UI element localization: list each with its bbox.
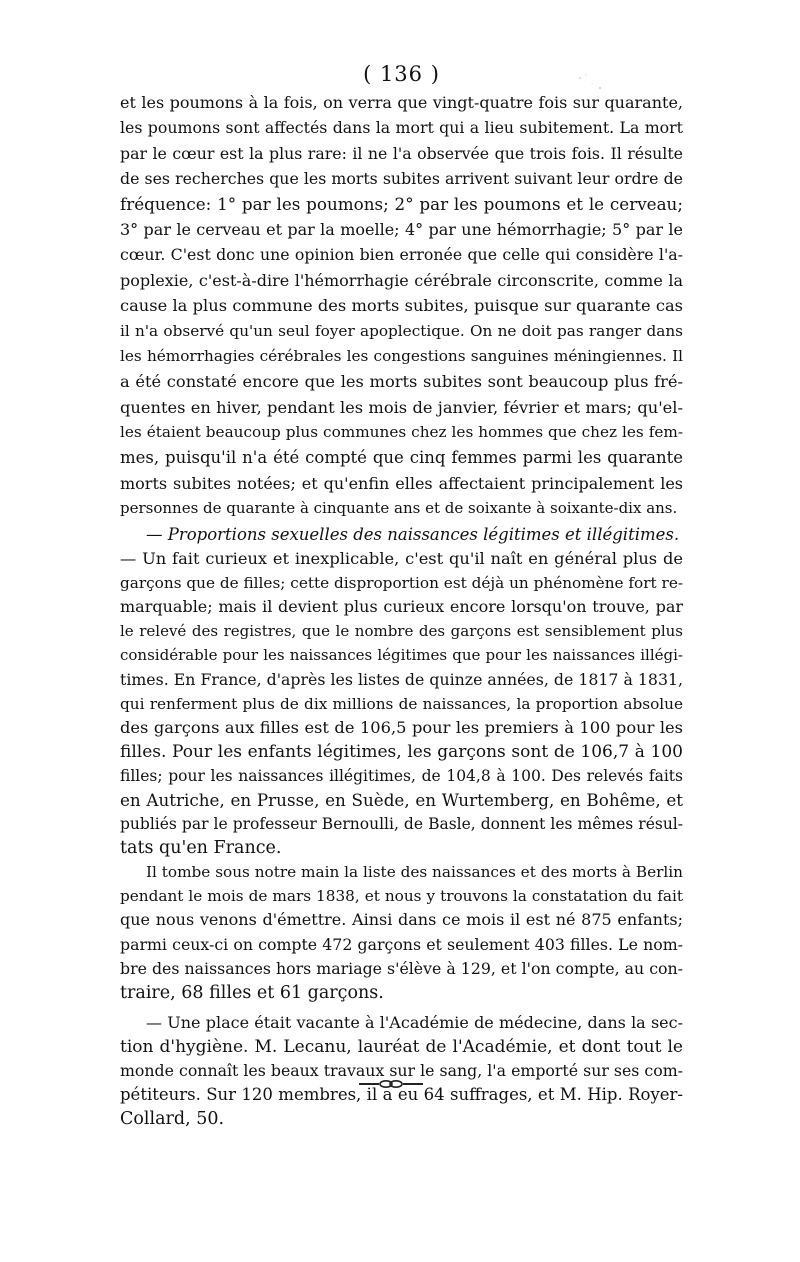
text-line: des garçons aux filles est de 106,5 pour les premiers à 100 pour les xyxy=(120,717,683,737)
paragraph-sex-ratio xyxy=(120,547,683,860)
paragraph-academy-election xyxy=(120,1011,683,1131)
text-line: publiés par le professeur Bernoulli, de Basle, donnent les mêmes résul- xyxy=(120,815,683,834)
text-line: considérable pour les naissances légitimes que pour les naissances illégi- xyxy=(120,646,683,665)
text-line: tion d'hygiène. M. Lecanu, lauréat de l'Académie, et dont tout le xyxy=(120,1036,683,1057)
text-line: filles. Pour les enfants légitimes, les garçons sont de 106,7 à 100 xyxy=(120,741,683,762)
paragraph-sudden-deaths xyxy=(120,90,683,522)
text-line: les étaient beaucoup plus communes chez les hommes que chez les fem- xyxy=(120,423,683,442)
text-line: Il tombe sous notre main la liste des naissances et des morts à Berlin xyxy=(146,863,683,882)
text-line: garçons que de filles; cette disproportion est déjà un phénomène fort re- xyxy=(120,574,683,593)
text-line: bre des naissances hors mariage s'élève à 129, et l'on compte, au con- xyxy=(120,958,683,978)
text-line: de ses recherches que les morts subites arrivent suivant leur ordre de xyxy=(120,169,683,189)
text-line: filles; pour les naissances illégitimes, de 104,8 à 100. Des relevés faits xyxy=(120,766,683,785)
page-number: ( 136 ) xyxy=(363,62,440,86)
text-line: pendant le mois de mars 1838, et nous y trouvons la constatation du fait xyxy=(120,887,683,906)
text-line: cœur. C'est donc une opinion bien erronée que celle qui considère l'a- xyxy=(120,245,683,265)
text-line: 3° par le cerveau et par la moelle; 4° par une hémorrhagie; 5° par le xyxy=(120,219,683,239)
text-line: mes, puisqu'il n'a été compté que cinq femmes parmi les quarante xyxy=(120,448,683,468)
text-line: et les poumons à la fois, on verra que vingt-quatre fois sur quarante, xyxy=(120,93,683,112)
text-line: traire, 68 filles et 61 garçons. xyxy=(120,982,384,1003)
text-line: fréquence: 1° par les poumons; 2° par les poumons et le cerveau; xyxy=(120,193,683,214)
text-line: personnes de quarante à cinquante ans et de soixante à soixante-dix ans. xyxy=(120,499,678,518)
text-line: pétiteurs. Sur 120 membres, il a eu 64 suffrages, et M. Hip. Royer- xyxy=(120,1085,683,1105)
text-line: marquable; mais il devient plus curieux encore lorsqu'on trouve, par xyxy=(120,597,683,617)
book-page xyxy=(120,62,683,1131)
section-heading: — Proportions sexuelles des naissances légitimes et illégitimes. xyxy=(146,524,680,544)
text-line: monde connaît les beaux travaux sur le sang, l'a emporté sur ses com- xyxy=(120,1061,683,1080)
text-line: il n'a observé qu'un seul foyer apoplectique. On ne doit pas ranger dans xyxy=(120,321,683,340)
section-heading-sex-ratio xyxy=(120,522,683,547)
end-ornament-icon xyxy=(357,1075,425,1087)
text-line: en Autriche, en Prusse, en Suède, en Wurtemberg, en Bohême, et xyxy=(120,789,683,810)
text-line: poplexie, c'est-à-dire l'hémorrhagie cérébrale circonscrite, comme la xyxy=(120,270,683,290)
text-line: le relevé des registres, que le nombre des garçons est sensiblement plus xyxy=(120,622,683,641)
text-line: par le cœur est la plus rare: il ne l'a observée que trois fois. Il résulte xyxy=(120,143,683,163)
text-line: que nous venons d'émettre. Ainsi dans ce mois il est né 875 enfants; xyxy=(120,910,683,930)
text-line: parmi ceux-ci on compte 472 garçons et seulement 403 filles. Le nom- xyxy=(120,934,683,954)
text-line: a été constaté encore que les morts subites sont beaucoup plus fré- xyxy=(120,372,683,392)
text-line: — Une place était vacante à l'Académie de médecine, dans la sec- xyxy=(146,1012,683,1032)
text-line: morts subites notées; et qu'enfin elles affectaient principalement les xyxy=(120,473,683,493)
text-line: Collard, 50. xyxy=(120,1109,225,1130)
text-line: les poumons sont affectés dans la mort qui a lieu subitement. La mort xyxy=(120,118,683,138)
text-line: cause la plus commune des morts subites, puisque sur quarante cas xyxy=(120,296,683,316)
text-line: les hémorrhagies cérébrales les congestions sanguines méningiennes. Il xyxy=(120,346,683,365)
text-line: quentes en hiver, pendant les mois de janvier, février et mars; qu'el- xyxy=(120,397,683,417)
paragraph-berlin-births xyxy=(120,860,683,1005)
text-line: tats qu'en France. xyxy=(120,838,282,859)
text-line: — Un fait curieux et inexplicable, c'est qu'il naît en général plus de xyxy=(120,549,683,569)
text-line: qui renferment plus de dix millions de naissances, la proportion absolue xyxy=(120,694,683,713)
text-line: times. En France, d'après les listes de quinze années, de 1817 à 1831, xyxy=(120,669,683,689)
